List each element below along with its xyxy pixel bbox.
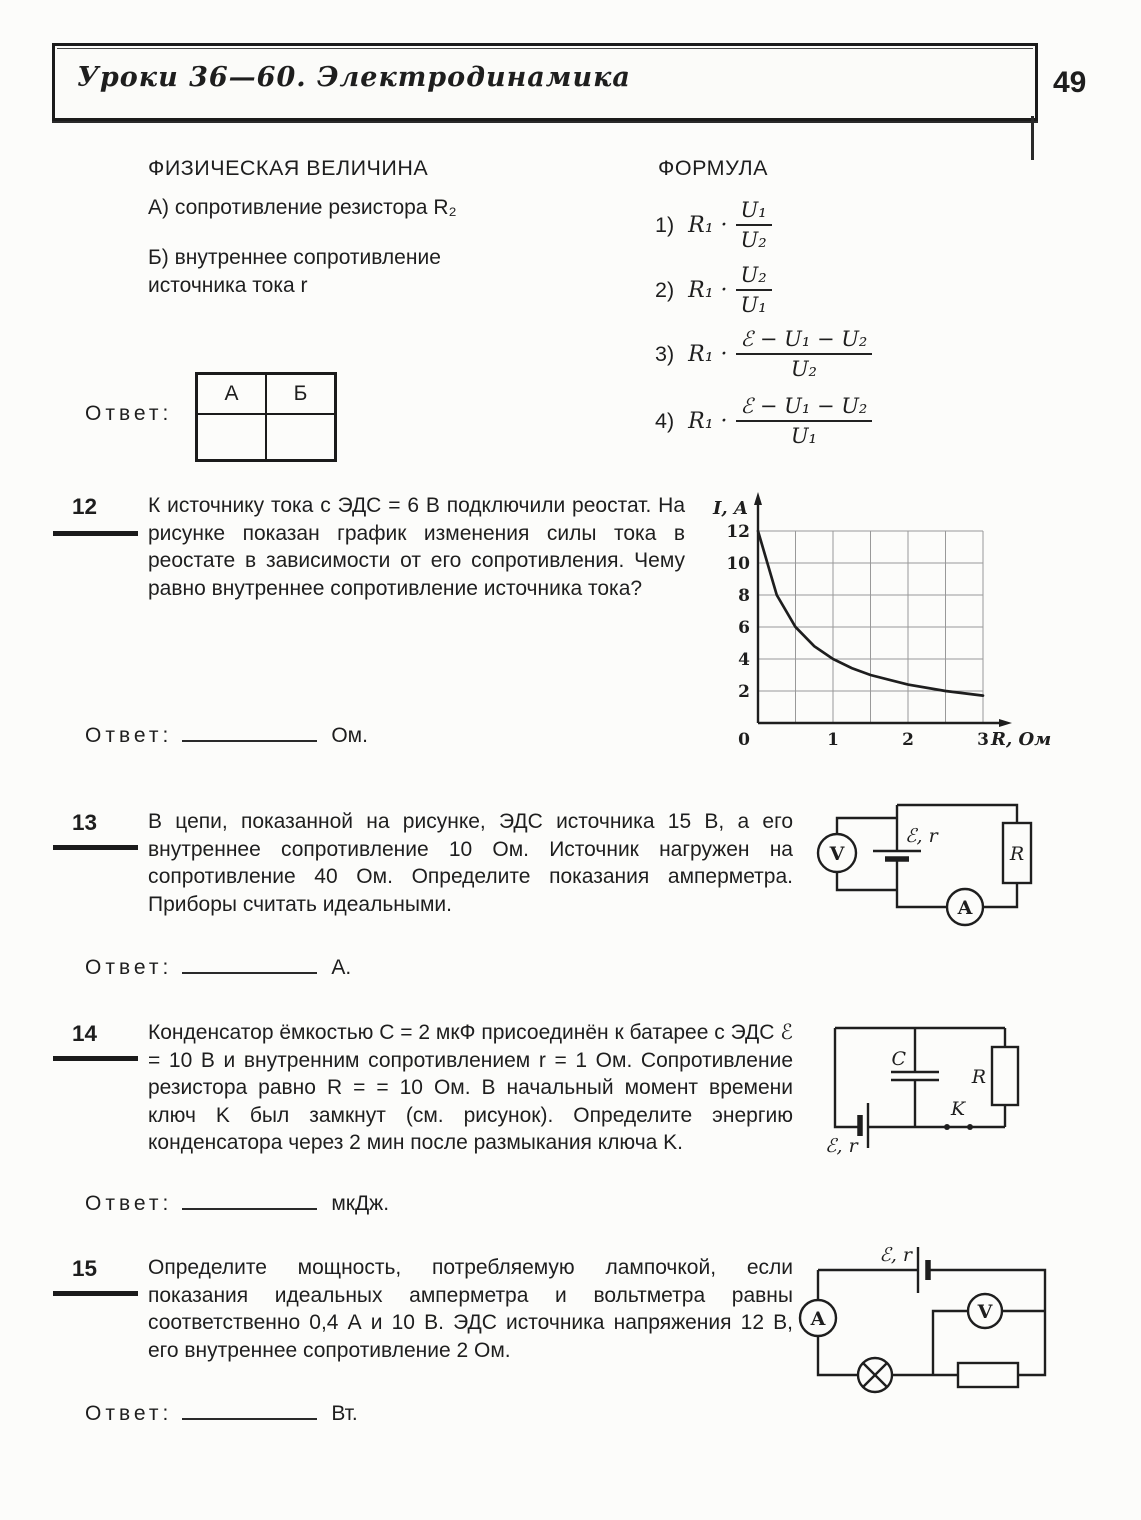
switch-contact-icon (967, 1124, 973, 1130)
matching-answer-row (85, 402, 172, 426)
problem-14-text: Конденсатор ёмкостью C = 2 мкФ присоединён к батарее с ЭДС ℰ = 10 В и внутренним сопротивлением r = 1 Ом. Сопротивление резистора равно R = = 10 Ом. В начальный момент времени ключ K был замкнут (см. рисунок). Определите энергию конденсатора через 2 мин после размыкания ключа K. (148, 1021, 793, 1154)
column-heading-quantity: ФИЗИЧЕСКАЯ ВЕЛИЧИНА (148, 156, 429, 180)
x-tick-label: 1 (827, 730, 839, 750)
answer-table-cell-b[interactable] (266, 414, 335, 460)
resistor-icon (958, 1363, 1018, 1387)
resistor-icon (992, 1047, 1018, 1105)
answer-blank[interactable] (182, 1188, 317, 1210)
fraction-numerator: U₁ (736, 198, 772, 226)
resistor-label: R (971, 1066, 986, 1088)
formula-base: R₁ · (688, 277, 728, 303)
answer-table-header-a: А (197, 374, 266, 414)
circuit-15-figure (795, 1233, 1070, 1418)
fraction-numerator: ℰ − U₁ − U₂ (736, 327, 873, 355)
y-tick-label: 6 (738, 618, 750, 638)
problem-13-text: В цепи, показанной на рисунке, ЭДС источника 15 В, а его внутреннее сопротивление 10 Ом. Источник нагружен на сопротивление 40 Ом. Определите показания амперметра. Приборы считать идеальными. (148, 810, 793, 916)
x-axis-label: R, Ом (991, 729, 1052, 750)
ammeter-label: A (810, 1308, 826, 1330)
formula-base: R₁ · (688, 408, 728, 434)
problem-12-answer-row (85, 720, 368, 748)
fraction-numerator: U₂ (736, 263, 772, 291)
y-tick-label: 2 (738, 682, 750, 702)
source-label: ℰ, r (825, 1135, 858, 1157)
formula-option-2 (655, 263, 772, 317)
formula-option-4 (655, 394, 872, 448)
problem-14-answer-row (85, 1188, 389, 1216)
answer-blank[interactable] (182, 720, 317, 742)
formula-fraction (736, 198, 772, 252)
current-vs-resistance-graph (703, 487, 1063, 777)
circuit-wires (818, 1270, 1045, 1375)
formula-number: 3) (655, 341, 675, 366)
formula-fraction (736, 327, 873, 381)
switch-label: K (950, 1098, 966, 1120)
problem-13-number: 13 (72, 810, 98, 835)
answer-label: Ответ: (85, 402, 173, 425)
problem-12-rule (53, 531, 138, 536)
problem-12-number: 12 (72, 494, 98, 519)
header-border-tail (1031, 116, 1034, 160)
answer-label: Ответ: (85, 1402, 173, 1425)
matching-item-a: А) сопротивление резистора R₂ (148, 196, 457, 219)
problem-15-rule (53, 1291, 138, 1296)
formula-fraction (736, 263, 772, 317)
matching-answer-table (195, 372, 337, 462)
answer-blank[interactable] (182, 952, 317, 974)
formula-base: R₁ · (688, 341, 728, 367)
problem-13-rule (53, 845, 138, 850)
switch-contact-icon (944, 1124, 950, 1130)
answer-unit: мкДж. (331, 1192, 390, 1215)
problem-14-number: 14 (72, 1021, 98, 1046)
formula-base: R₁ · (688, 212, 728, 238)
answer-label: Ответ: (85, 956, 173, 979)
circuit-14-figure (820, 1015, 1045, 1165)
ammeter-label: A (957, 897, 973, 919)
y-tick-label: 8 (738, 586, 750, 606)
formula-number: 2) (655, 277, 675, 302)
answer-unit: А. (331, 956, 352, 979)
page-title: Уроки 36—60. Электродинамика (77, 62, 631, 93)
answer-label: Ответ: (85, 1192, 173, 1215)
formula-option-3 (655, 327, 872, 381)
circuit-wires (837, 805, 1017, 907)
x-tick-label: 2 (902, 730, 914, 750)
y-axis-arrow-icon (754, 492, 762, 505)
x-axis-arrow-icon (999, 719, 1012, 727)
y-axis-label: I, A (713, 498, 748, 519)
fraction-denominator: U₁ (790, 424, 817, 448)
formula-option-1 (655, 198, 772, 252)
page-number: 49 (1053, 66, 1087, 99)
formula-fraction (736, 394, 873, 448)
problem-15-text: Определите мощность, потребляемую лампочкой, если показания идеальных амперметра и вольтметра равны соответственно 0,4 А и 10 В. ЭДС источника напряжения 12 В, его внутреннее сопротивление 2 Ом. (148, 1256, 793, 1362)
answer-unit: Ом. (331, 724, 368, 747)
source-label: ℰ, r (905, 825, 938, 847)
y-tick-label: 4 (738, 650, 750, 670)
answer-table-header-b: Б (266, 374, 335, 414)
problem-12-text: К источнику тока с ЭДС = 6 В подключили реостат. На рисунке показан график изменения силы тока в реостате в зависимости от его сопротивления. Чему равно внутреннее сопротивление источника тока? (148, 494, 685, 600)
y-tick-label: 12 (726, 522, 750, 542)
problem-15-answer-row (85, 1398, 358, 1426)
answer-table-cell-a[interactable] (197, 414, 266, 460)
formula-number: 1) (655, 212, 675, 237)
problem-13-answer-row (85, 952, 351, 980)
capacitor-label: C (891, 1048, 906, 1070)
fraction-numerator: ℰ − U₁ − U₂ (736, 394, 873, 422)
formula-number: 4) (655, 408, 675, 433)
origin-label: 0 (738, 730, 750, 750)
fraction-denominator: U₂ (740, 228, 767, 252)
x-tick-label: 3 (977, 730, 989, 750)
voltmeter-label: V (829, 843, 845, 865)
circuit-13-figure (795, 790, 1050, 965)
fraction-denominator: U₁ (740, 293, 767, 317)
answer-unit: Вт. (331, 1402, 358, 1425)
matching-item-b: Б) внутреннее сопротивление источника тока r (148, 246, 441, 297)
column-heading-formula: ФОРМУЛА (658, 156, 768, 180)
problem-14-rule (53, 1056, 138, 1061)
fraction-denominator: U₂ (790, 357, 817, 381)
source-label: ℰ, r (879, 1244, 912, 1266)
y-tick-label: 10 (726, 554, 750, 574)
answer-blank[interactable] (182, 1398, 317, 1420)
header-box (52, 43, 1038, 121)
answer-label: Ответ: (85, 724, 173, 747)
voltmeter-label: V (977, 1301, 993, 1323)
problem-15-number: 15 (72, 1256, 98, 1281)
resistor-label: R (1009, 843, 1025, 865)
